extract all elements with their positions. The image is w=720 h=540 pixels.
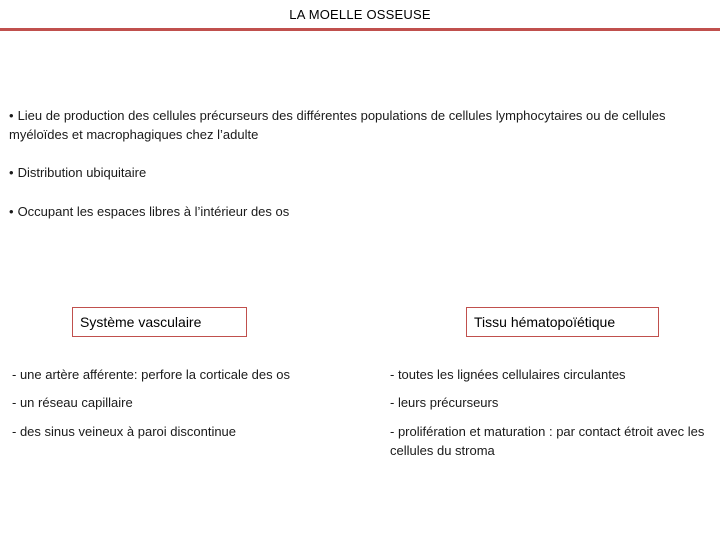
hematopoietic-item-precursors: - leurs précurseurs <box>390 395 499 410</box>
slide-title: LA MOELLE OSSEUSE <box>289 7 431 22</box>
vascular-system-heading: Système vasculaire <box>72 307 247 337</box>
bullet-production <box>9 106 709 144</box>
bullet-text: Distribution ubiquitaire <box>17 165 147 180</box>
bullet-text: Lieu de production des cellules précurseurs des différentes populations de cellules lymphocytaires ou de cellules myéloïdes et macrophagiques chez l’adulte <box>9 108 666 142</box>
bullet-marker: • <box>9 165 14 180</box>
title-divider <box>0 28 720 31</box>
bullet-marker: • <box>9 108 14 123</box>
hematopoietic-item-lineages: - toutes les lignées cellulaires circulantes <box>390 367 626 382</box>
vascular-item-capillary: - un réseau capillaire <box>12 395 133 410</box>
bullet-marker: • <box>9 204 14 219</box>
bullet-location <box>9 202 709 221</box>
hematopoietic-tissue-heading: Tissu hématopoïétique <box>466 307 659 337</box>
bullet-text: Occupant les espaces libres à l’intérieur des os <box>17 204 290 219</box>
vascular-item-artery: - une artère afférente: perfore la corticale des os <box>12 367 290 382</box>
hematopoietic-item-proliferation: - prolifération et maturation : par contact étroit avec les cellules du stroma <box>390 424 705 458</box>
bullet-distribution <box>9 163 709 182</box>
vascular-item-sinus: - des sinus veineux à paroi discontinue <box>12 424 237 439</box>
